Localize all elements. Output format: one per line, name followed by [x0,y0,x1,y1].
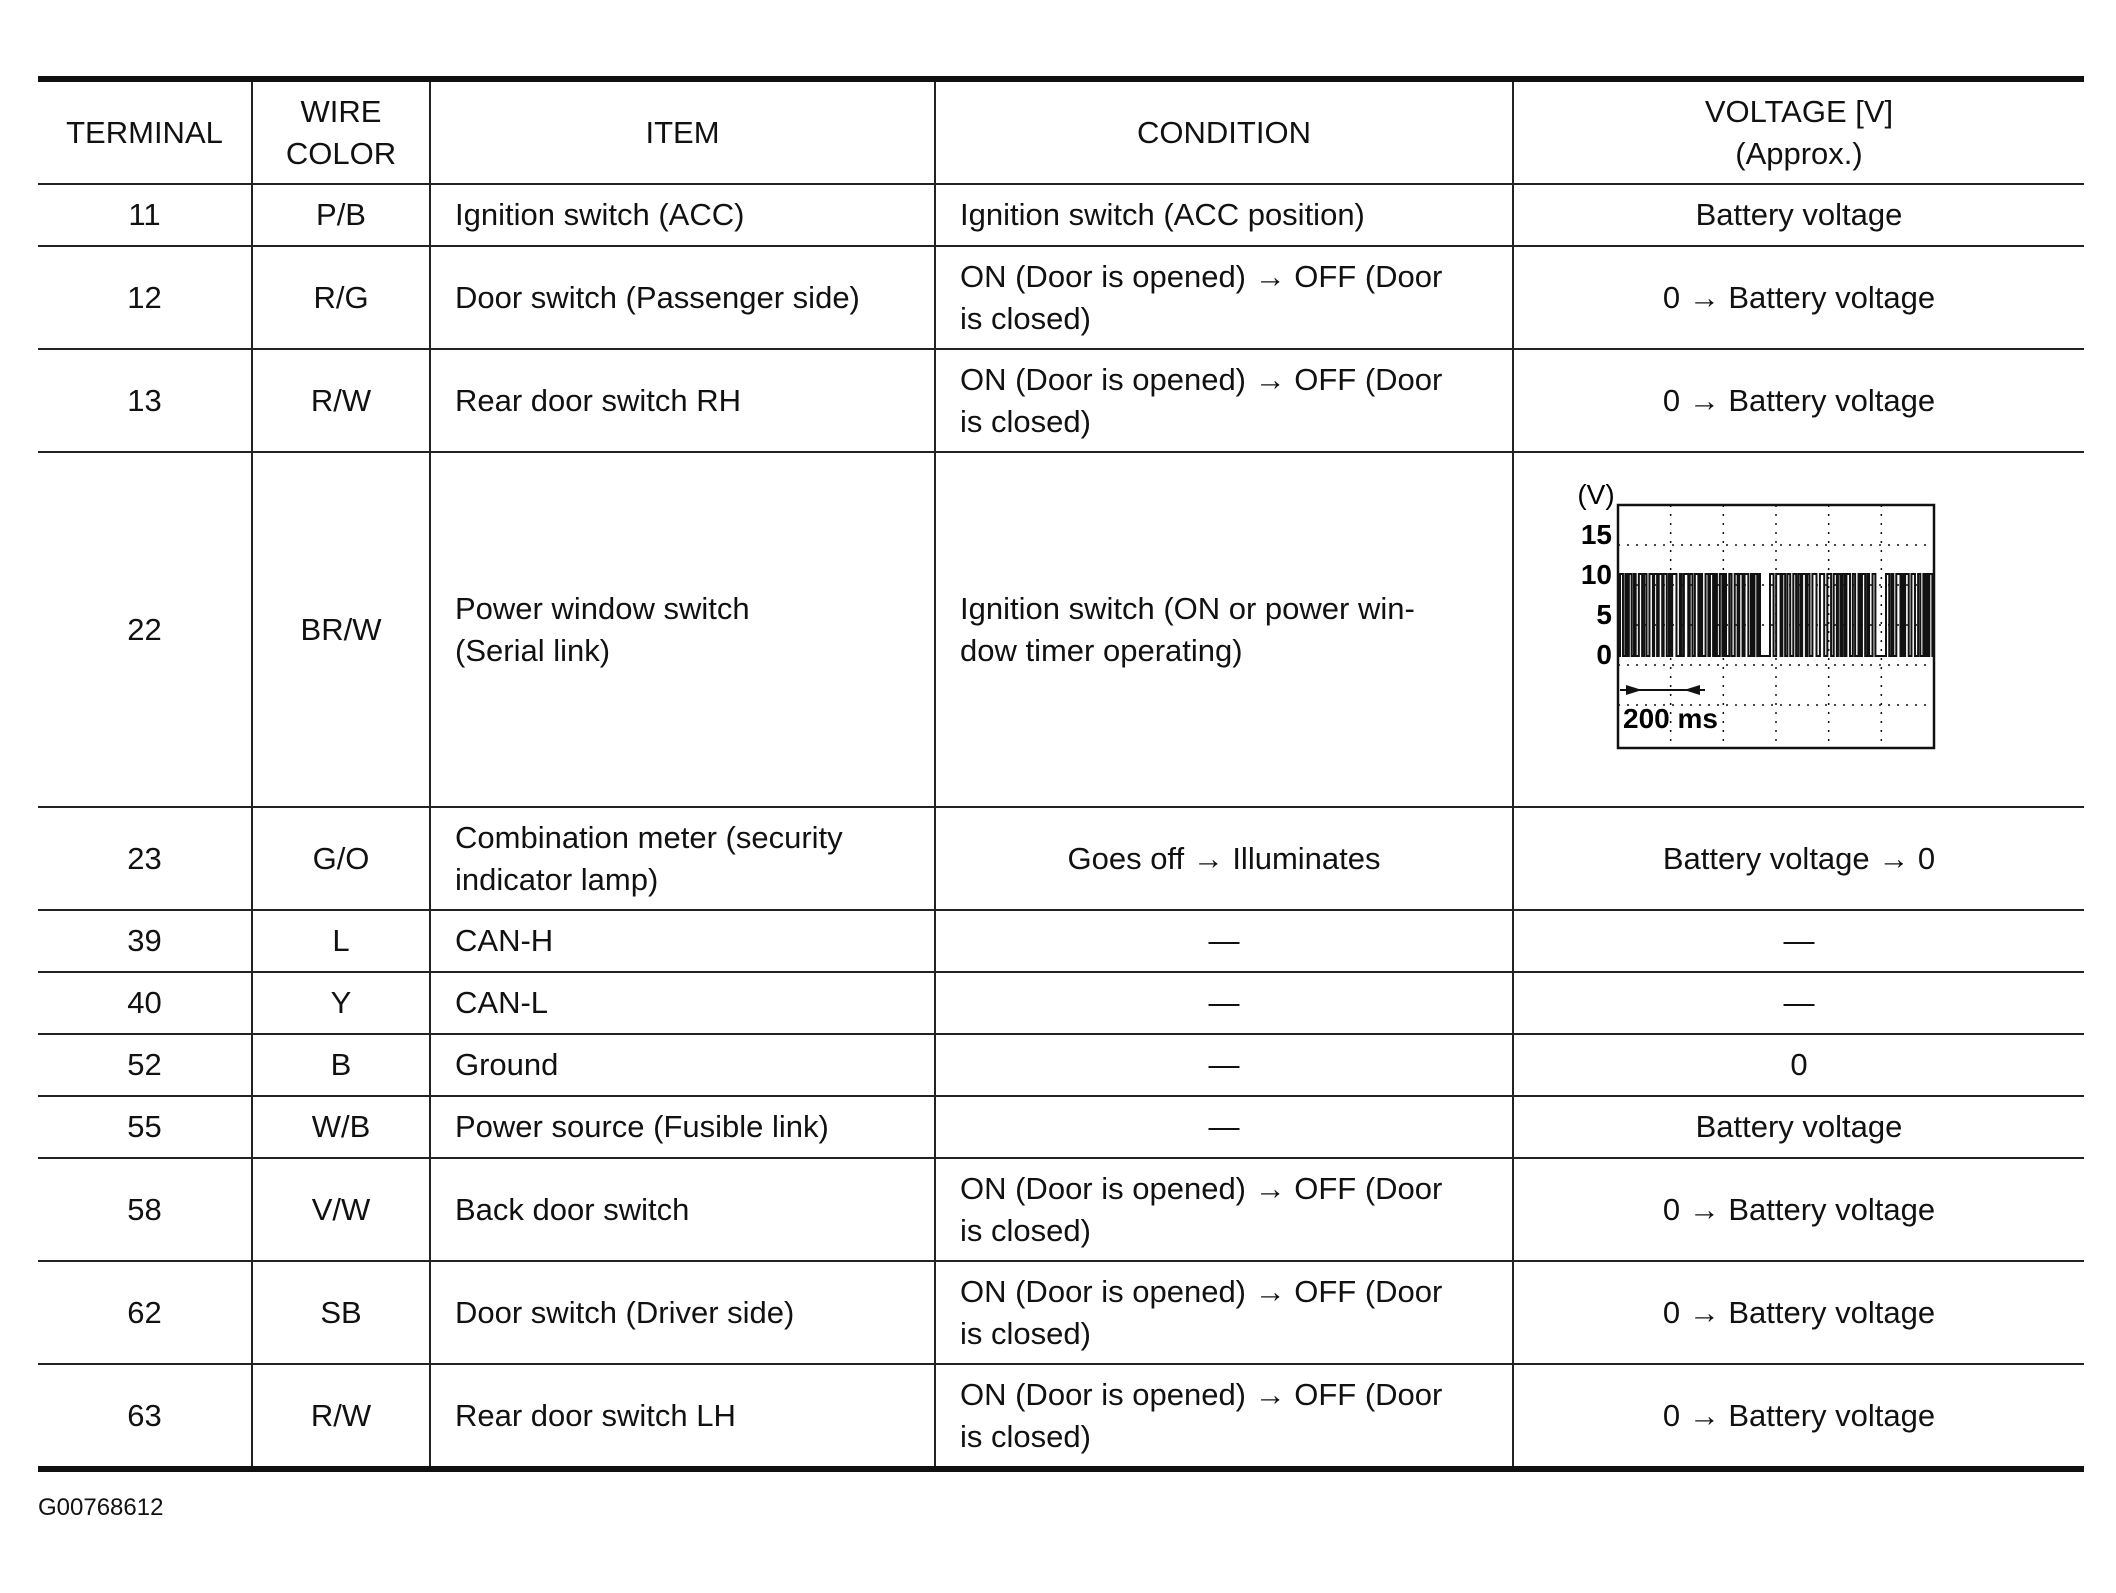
table-row [38,184,2084,246]
wire-color-cell: R/G [252,246,430,349]
terminal-cell: 62 [38,1261,252,1364]
waveform-y-tick: 5 [1596,599,1612,630]
condition-cell [935,452,1513,807]
voltage-cell: 0 → Battery voltage [1513,349,2084,452]
condition-line: is closed) [960,1315,1091,1351]
voltage-cell: — [1513,972,2084,1034]
table-row [38,972,2084,1034]
terminal-cell: 52 [38,1034,252,1096]
figure-code: G00768612 [38,1494,164,1521]
condition-line: is closed) [960,1212,1091,1248]
item-cell [430,246,935,349]
wire-color-cell: G/O [252,807,430,910]
wire-color-cell: SB [252,1261,430,1364]
voltage-cell: Battery voltage → 0 [1513,807,2084,910]
condition-cell [935,1034,1513,1096]
wire-color-cell: BR/W [252,452,430,807]
table-row [38,1261,2084,1364]
item-cell [430,1034,935,1096]
wire-color-cell: V/W [252,1158,430,1261]
condition-cell [935,246,1513,349]
condition-line: Ignition switch (ACC position) [960,197,1365,232]
condition-cell [935,1364,1513,1469]
voltage-cell: Battery voltage [1513,184,2084,246]
terminal-cell: 13 [38,349,252,452]
voltage-cell [1513,452,2084,807]
condition-cell [935,972,1513,1034]
header-condition: CONDITION [935,79,1513,184]
serial-link-waveform [1514,453,2085,806]
item-cell [430,1096,935,1158]
terminal-table-sheet [38,76,2084,1472]
voltage-cell: — [1513,910,2084,972]
item-cell [430,1364,935,1469]
header-item: ITEM [430,79,935,184]
table-row [38,910,2084,972]
item-line: indicator lamp) [455,861,659,897]
wire-color-cell: L [252,910,430,972]
table-row [38,807,2084,910]
condition-line: is closed) [960,300,1091,336]
condition-line: — [1208,1109,1240,1144]
condition-cell [935,807,1513,910]
wire-color-cell: R/W [252,349,430,452]
item-cell [430,184,935,246]
condition-line: dow timer operating) [960,632,1243,668]
item-line: CAN-H [455,923,554,958]
waveform-time-label: 200 ms [1623,703,1718,734]
condition-line: ON (Door is opened) → OFF (Door [960,361,1443,397]
table-row [38,1034,2084,1096]
terminal-cell: 40 [38,972,252,1034]
waveform-y-tick: 10 [1580,559,1612,590]
item-line: CAN-L [455,985,549,1020]
time-arrow-head-right [1684,685,1700,695]
condition-line: Ignition switch (ON or power win- [960,590,1415,626]
item-line: Power window switch [455,590,750,626]
condition-line: — [1208,1047,1240,1082]
waveform-trace [1618,574,1934,656]
table-row [38,452,2084,807]
waveform-unit-label: (V) [1577,479,1615,510]
item-cell [430,807,935,910]
voltage-cell: 0 [1513,1034,2084,1096]
table-row [38,1096,2084,1158]
condition-cell [935,1096,1513,1158]
item-cell [430,972,935,1034]
condition-line: — [1208,923,1240,958]
waveform-svg [1514,453,2085,806]
time-arrow-head-left [1626,685,1642,695]
item-line: Rear door switch LH [455,1397,736,1433]
wire-color-cell: P/B [252,184,430,246]
terminal-cell: 23 [38,807,252,910]
condition-line: ON (Door is opened) → OFF (Door [960,1170,1443,1206]
wire-color-cell: R/W [252,1364,430,1469]
table-row [38,1158,2084,1261]
condition-line: is closed) [960,1418,1091,1454]
item-cell [430,1261,935,1364]
item-cell [430,910,935,972]
terminal-cell: 12 [38,246,252,349]
terminal-cell: 58 [38,1158,252,1261]
item-line: Door switch (Passenger side) [455,279,860,315]
table-header-row [38,79,2084,184]
item-cell [430,1158,935,1261]
item-line: Ground [455,1047,559,1082]
terminal-cell: 39 [38,910,252,972]
table-row [38,1364,2084,1469]
table-row [38,349,2084,452]
table-row [38,246,2084,349]
header-terminal: TERMINAL [38,79,252,184]
voltage-cell: 0 → Battery voltage [1513,246,2084,349]
waveform-y-tick: 0 [1596,639,1612,670]
item-line: Ignition switch (ACC) [455,197,745,232]
condition-line: ON (Door is opened) → OFF (Door [960,1376,1443,1412]
terminal-cell: 22 [38,452,252,807]
condition-cell [935,349,1513,452]
item-line: Combination meter (security [455,819,843,855]
header-voltage-line2: (Approx.) [1735,135,1863,171]
item-line: Back door switch [455,1191,690,1227]
waveform-y-tick: 15 [1580,519,1612,550]
header-wire-color-line1: WIRE [300,93,382,129]
condition-cell [935,184,1513,246]
voltage-cell: 0 → Battery voltage [1513,1261,2084,1364]
header-voltage-line1: VOLTAGE [V] [1704,93,1894,129]
voltage-cell: 0 → Battery voltage [1513,1364,2084,1469]
terminal-cell: 55 [38,1096,252,1158]
item-cell [430,349,935,452]
voltage-cell: 0 → Battery voltage [1513,1158,2084,1261]
header-wire-color [252,79,430,184]
condition-line: ON (Door is opened) → OFF (Door [960,258,1443,294]
item-line: Rear door switch RH [455,382,741,418]
header-wire-color-line2: COLOR [285,135,397,171]
wire-color-cell: Y [252,972,430,1034]
condition-cell [935,1261,1513,1364]
terminal-voltage-table [38,76,2084,1472]
wire-color-cell: B [252,1034,430,1096]
wire-color-cell: W/B [252,1096,430,1158]
condition-line: ON (Door is opened) → OFF (Door [960,1273,1443,1309]
condition-cell [935,1158,1513,1261]
item-line: Door switch (Driver side) [455,1294,795,1330]
condition-line: Goes off → Illuminates [1067,840,1381,876]
condition-line: is closed) [960,403,1091,439]
condition-line: — [1208,985,1240,1020]
header-voltage [1513,79,2084,184]
voltage-cell: Battery voltage [1513,1096,2084,1158]
condition-cell [935,910,1513,972]
item-cell [430,452,935,807]
terminal-cell: 11 [38,184,252,246]
terminal-cell: 63 [38,1364,252,1469]
item-line: Power source (Fusible link) [455,1109,829,1144]
item-line: (Serial link) [455,632,611,668]
